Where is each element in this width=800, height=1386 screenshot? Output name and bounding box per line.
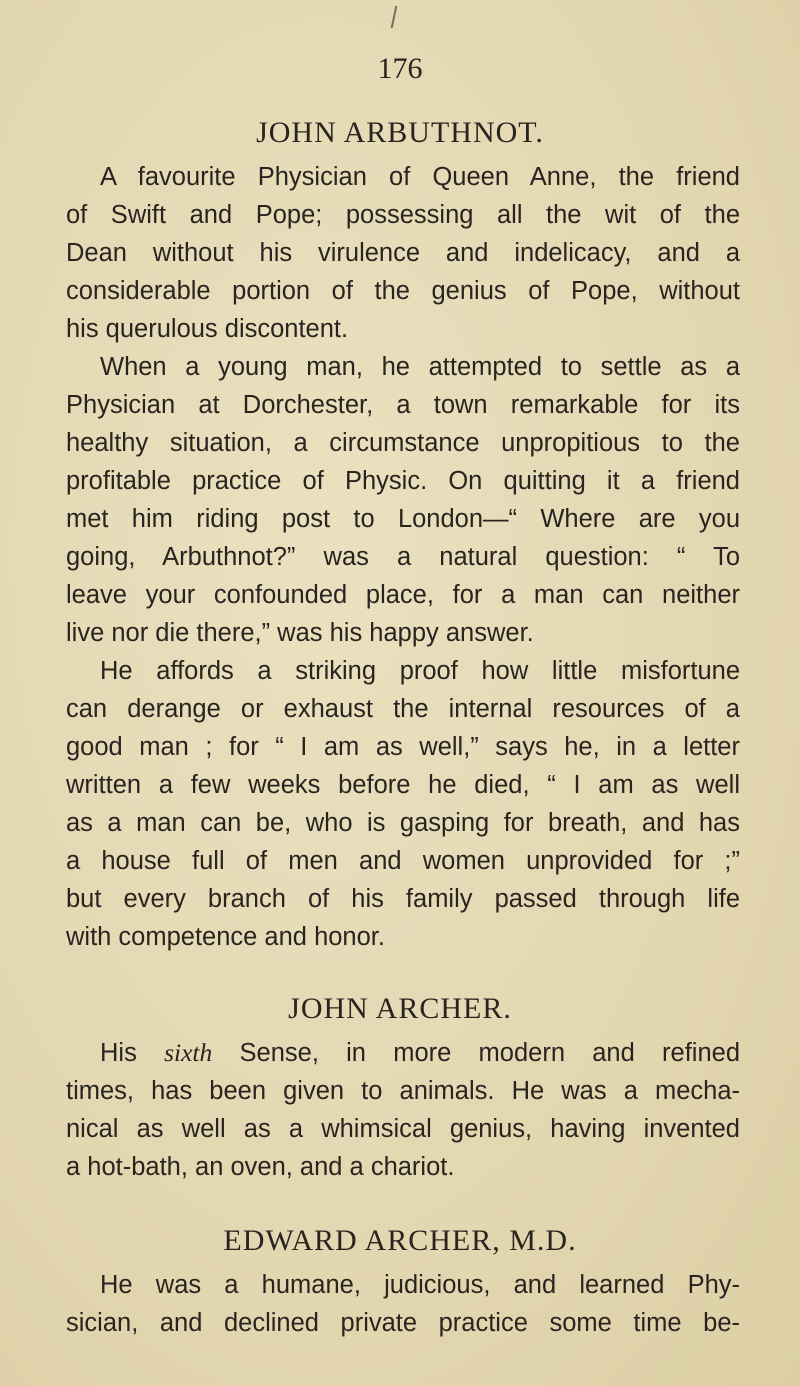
text-line bbox=[100, 1036, 740, 1070]
text-line: Physician at Dorchester, a town remarkable for its bbox=[66, 391, 740, 419]
italic-word: sixth bbox=[164, 1038, 213, 1067]
text-line: written a few weeks before he died, “ I am as well bbox=[66, 771, 740, 799]
text-line: his querulous discontent. bbox=[66, 315, 349, 343]
text-line: profitable practice of Physic. On quitting it a friend bbox=[66, 467, 740, 495]
text-line: He was a humane, judicious, and learned Phy- bbox=[100, 1271, 740, 1299]
text-line: When a young man, he attempted to settle as a bbox=[100, 353, 740, 381]
text-line: can derange or exhaust the internal resources of a bbox=[66, 695, 740, 723]
text-span: His bbox=[100, 1039, 137, 1067]
text-line: nical as well as a whimsical genius, having invented bbox=[66, 1115, 740, 1143]
section-heading-edward-archer: EDWARD ARCHER, M.D. bbox=[223, 1224, 577, 1257]
text-line: of Swift and Pope; possessing all the wit of the bbox=[66, 201, 740, 229]
section-heading-arbuthnot: JOHN ARBUTHNOT. bbox=[256, 116, 544, 149]
text-line: but every branch of his family passed through life bbox=[66, 885, 740, 913]
text-line: good man ; for “ I am as well,” says he, in a letter bbox=[66, 733, 740, 761]
stray-ink-mark bbox=[391, 6, 398, 28]
section-heading-archer: JOHN ARCHER. bbox=[288, 992, 512, 1025]
text-line: considerable portion of the genius of Pope, without bbox=[66, 277, 740, 305]
text-line: healthy situation, a circumstance unpropitious to the bbox=[66, 429, 740, 457]
text-line: A favourite Physician of Queen Anne, the friend bbox=[100, 163, 740, 191]
text-line: with competence and honor. bbox=[66, 923, 385, 951]
text-line: going, Arbuthnot?” was a natural question: “ To bbox=[66, 543, 740, 571]
text-span: Sense, in more modern and refined bbox=[239, 1039, 741, 1067]
page-number: 176 bbox=[377, 52, 423, 85]
text-line: as a man can be, who is gasping for breath, and has bbox=[66, 809, 740, 837]
text-line: times, has been given to animals. He was a mecha- bbox=[66, 1077, 740, 1105]
text-line: live nor die there,” was his happy answer. bbox=[66, 619, 534, 647]
text-line: a hot-bath, an oven, and a chariot. bbox=[66, 1153, 455, 1181]
text-line: a house full of men and women unprovided for ;” bbox=[66, 847, 740, 875]
text-line: He affords a striking proof how little misfortune bbox=[100, 657, 740, 685]
text-line: Dean without his virulence and indelicacy, and a bbox=[66, 239, 740, 267]
text-line: met him riding post to London—“ Where are you bbox=[66, 505, 740, 533]
text-line: leave your confounded place, for a man can neither bbox=[66, 581, 740, 609]
text-line: sician, and declined private practice some time be- bbox=[66, 1309, 740, 1337]
